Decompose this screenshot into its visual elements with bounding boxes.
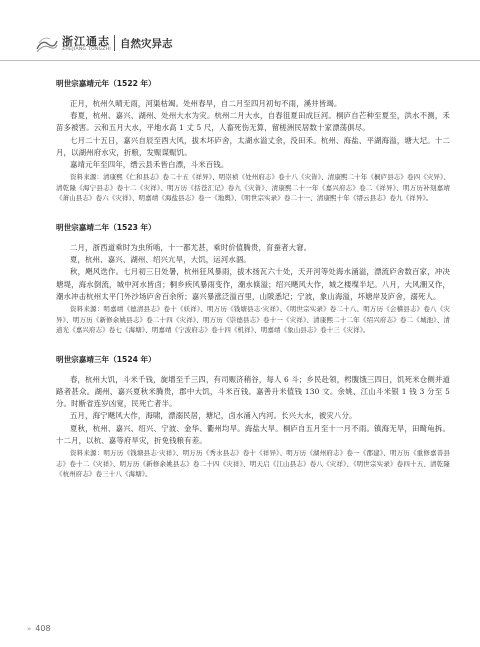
year-heading: 明世宗嘉靖二年（1523 年）	[56, 223, 156, 232]
page-content	[56, 70, 450, 480]
paragraph: 正月，杭州久晴无雨，河渠枯竭。处州春旱，自二月至四月初旬不雨，溪井皆竭。	[70, 99, 342, 108]
header-separator	[114, 35, 115, 51]
header-rule	[0, 60, 480, 61]
logo	[36, 33, 116, 57]
paragraph: 春夏，杭州、嘉兴、湖州、处州大水为灾。杭州二月大水，自春徂夏田成巨河。桐庐自芒种至夏至，洪水不测，禾苗多被害。云和五月大水，平地水高 1 丈 5 尺，人畜死伤无算，留槎洲民居数十家漂荡俱尽。	[56, 111, 450, 133]
paragraph: 七月二十五日，嘉兴自辰至酉大风，拔木坏庐舍，太湖水溢丈余，没田禾。杭州、海盐、平湖海溢，塘大圮。十二月，以湖州府水灾，折粮，发赈谋赈饥。	[56, 135, 450, 157]
paragraph: 嘉靖元年至四年，缙云县禾皆白漂，斗米百钱。	[70, 160, 229, 170]
source-note: 资料来源：明嘉靖《德清县志》卷十《妖祥》、明万历《钱塘县志·灾祥》、《明世宗实录》卷二十八、明万历《会稽县志》卷八《灾异》、明万历《新修余姚县志》卷二十四《灾祥》、明万历《崇德县志》卷十一《灾祥》、清康熙二十二年《绍兴府志》卷二《城池》、清道光《嘉兴府志》卷七《海塘》、明嘉靖《宁波府志》卷十四《机祥》、明嘉靖《象山县志》卷十三《灾祥》。	[56, 305, 450, 335]
section-title: 自然灾异志	[120, 38, 173, 50]
paragraph: 夏，杭州、嘉兴、湖州、绍兴亢旱，大饥，运河水涸。	[70, 255, 251, 265]
source-note: 资料来源：清康熙《仁和县志》卷二十五《祥异》、明崇祯《处州府志》卷十八《灾眚》、清康熙二十年《桐庐县志》卷四《灾异》、清乾隆《海宁县志》卷十二《灾祥》、明万历《括苍汇记》卷九《灾眚》、清康熙二十一年《嘉兴府志》卷二《祥异》、明万历补刻嘉靖《萧山县志》卷六《灾祥》、明嘉靖《海盐县志》卷一《地舆》、《明世宗实录》卷二十一、清康熙十年《缙云县志》卷九《祥异》。	[56, 173, 450, 203]
year-heading: 明世宗嘉靖三年（1524 年）	[56, 354, 156, 364]
logo-subtitle: ZHEJIANG TONGZHI	[62, 47, 112, 52]
page-marker-icon: »	[27, 625, 32, 633]
paragraph: 春，杭州大饥，斗米千钱，旋增至千三四，有司赈济稍谷，每人 6 斗；乡民赴领，枵腹饿三四日，饥死米仓侧并道路者甚众。湖州、嘉兴夏秋米腾贵，郡中大饥，斗米百钱。嘉善升米值钱 130 文。余姚、江山斗米银 1 钱 3 分至 5 分。时断省连岁凶宽，民死亡者半。	[56, 374, 450, 409]
paragraph: 五月，海宁飓风大作，海啸，漂溺民居，塘圮，卤水涌入内河。长兴大水，被灾八分。	[70, 411, 357, 421]
page-number-text: 408	[35, 624, 51, 633]
logo-title: 浙江通志	[62, 35, 110, 48]
page-header	[0, 0, 480, 72]
paragraph: 秋，飓风迭作。七月初三日处暑，杭州狂风暴雨，拔木扬瓦六十处，天开河等处海水涌溢，漂流庐舍数百家，冲决塘堤，海水倒流，城中河水皆卤；桐乡疾风暴雨变作，潮水倏溢；绍兴飓风大作，城之楼堞半圮。八月，大风潮又作，潮水冲击杭州太平门外沙场庐舍百余所；嘉兴暴涨泛溢百里，山陂悉圮；宁波，象山海溢，坏塘岸及庐舍，溺死人。	[56, 267, 450, 301]
paragraph: 二月，浙西道乘时为虫所啮，十一都尤甚，乘时价值腾贵，育蚕者大窘。	[70, 243, 312, 252]
wave-logo-icon	[36, 35, 58, 53]
source-note: 资料来源：明万历《钱塘县志·灾祥》、明万历《秀水县志》卷十《祥异》、明万历《湖州府志》卷一《郡建》、明万历《重修嘉善县志》卷十二《灾祥》、明万历《新修余姚县志》卷二十四《灾祥》、明天启《江山县志》卷八《灾祥》、《明世宗实录》卷四十五、清乾隆《杭州府志》卷三十八《海塘》。	[56, 449, 450, 479]
year-heading: 明世宗嘉靖元年（1522 年）	[56, 79, 156, 88]
paragraph: 夏秋，杭州、嘉兴、绍兴、宁波、金华、衢州均旱。海盐大旱。桐庐自五月至十一月不雨。镇海无旱，田畸龟拆。十二月，以杭、嘉等府旱灾，折免钱粮有差。	[56, 423, 450, 445]
page-number	[27, 624, 51, 633]
